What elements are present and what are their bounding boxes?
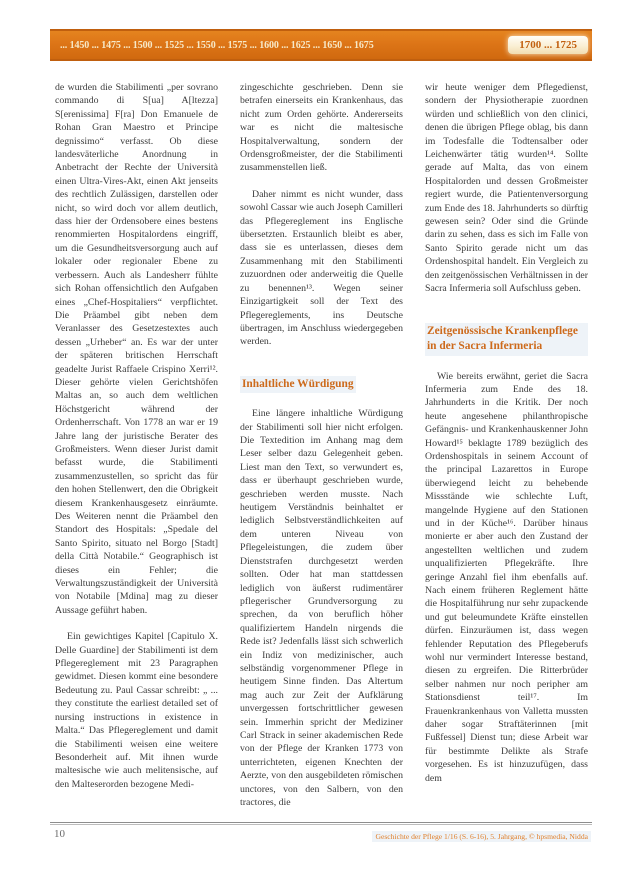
section-heading-inhaltliche-wuerdigung: Inhaltliche Würdigung	[240, 376, 356, 394]
paragraph: de wurden die Stabilimenti „per sovrano commando di S[ua] A[ltezza] S[erenissima] F[ra] Don Emanuele de Rohan Gran Maestro et Principe degnissimo“ verfasst. Ob diese landesväterliche Anordnung in Anbetracht der Rechte der Università einen Ultra-Vires-Akt, einen Akt jenseits des rechtlich Zulässigen, darstellen oder nicht, so wird doch vor allem deutlich, dass hier der Ordensobere eines bestens renommierten Hospitalordens eingriff, um die Gesundheitsversorgung auch auf lokaler oder regionaler Ebene zu verbessern. Auch als Landesherr fühlte sich Rohan offensichtlich den Aufgaben eines „Chef-Hospitaliers“ verpflichtet. Die Präambel gibt neben dem Veranlasser des Gesetzestextes auch dessen „Urheber“ an. Es war der unter der späteren britischen Herrschaft geadelte Jurist Raffaele Crispino Xerri¹². Dieser gehörte vielen Gerichtshöfen Maltas an, so auch dem weltlichen Höchstgericht während der Ordenherrschaft. Von 1778 an war er 19 Jahre lang der juristische Berater des Großmeisters. Wenn dieser Jurist damit befasst wurde, die Stabilimenti zusammenzustellen, so spricht das für den hohen Stellenwert, den die Obrigkeit diesem Krankenhausgesetz einräumte. Des Weiteren nennt die Präambel den Standort des Hospitals: „Spedale del Santo Spirito, situato nel Borgo [Stadt] della Città Notabile.“ Geographisch ist dieses ein Fehler; die Verwaltungszuständigkeit der Università von Notabile [Mdina] mag zu dieser Aussage geführt haben.	[55, 82, 218, 616]
footer-rule	[50, 822, 592, 825]
paragraph: zingeschichte geschrieben. Denn sie betrafen einerseits ein Krankenhaus, das nicht zum Orden gehörte. Andererseits war es nicht die maltesische Hospitalverwaltung, sondern der Ordensgroßmeister, der die Stabilimenti zusammenstellen ließ.	[240, 82, 403, 174]
paragraph: Daher nimmt es nicht wunder, dass sowohl Cassar wie auch Joseph Camilleri das Pflegereglement ins Englische übersetzten. Erstaunlich bleibt es aber, dass sie es unterlassen, dieses dem Zusammenhang mit den Stabilimenti zuzuordnen oder anderweitig die Quelle zu benennen¹³. Wegen seiner Einzigartigkeit soll der Text des Pflegereglements, ins Deutsche übertragen, im Anschluss wiedergegeben werden.	[240, 188, 403, 348]
timeline-years: ... 1450 ... 1475 ... 1500 ... 1525 ... 1550 ... 1575 ... 1600 ... 1625 ... 1650 ... 1675	[60, 39, 374, 51]
paragraph: Ein gewichtiges Kapitel [Capitulo X. Delle Guardine] der Stabilimenti ist dem Pflegereglement mit 23 Paragraphen gewidmet. Diesen kommt eine besondere Bedeutung zu. Paul Cassar schreibt: „ ... they constitute the earliest detailed set of nursing instructions in existence in Malta.“ Das Pflegereglement und damit die Stabilimenti weisen eine weitere Besonderheit auf. Mit ihnen wurde maltesische wie auch melitensische, auf den Malteserorden bezogene Medi-	[55, 631, 218, 790]
paragraph: wir heute weniger dem Pflegedienst, sondern der Physiotherapie zuordnen würden und schließlich von den clinici, denen die übrigen Pflege oblag, bis dann im Todesfalle die Todtensalber oder Leichenwärter tätig wurden¹⁴. Sollte gerade auf Malta, das von einem Hospitalorden und dessen Großmeister regiert wurde, die Patientenversorgung zum Ende des 18. Jahrhunderts so dürftig gewesen sein? Oder sind die Gründe darin zu sehen, dass es sich im Falle von Santo Spirito gerade nicht um das Ordenshospital handelt. Ein Vergleich zu den zeitgenössischen Verhältnissen in der Sacra Infermeria soll Aufschluss geben.	[425, 82, 588, 295]
text-column-2	[240, 81, 403, 817]
text-column-1	[55, 81, 218, 817]
timeline-header	[50, 29, 592, 61]
paragraph: Eine längere inhaltliche Würdigung der Stabilimenti soll hier nicht erfolgen. Die Textedition im Anhang mag dem Leser selber dazu Gelegenheit geben. Liest man den Text, so verwundert es, dass er überhaupt geschrieben wurde, geschrieben werden musste. Nach heutigem Verständnis beinhaltet er lediglich Selbstverständlichkeiten auf dem unteren Niveau von Pflegeleistungen, die zudem über Dienststrafen durchgesetzt werden sollten. Oder hat man stattdessen lediglich von äußerst rudimentärer pflegerischer Grundversorgung zu sprechen, da von beruflich höher qualifiziertem Handeln nirgends die Rede ist? Jedenfalls lässt sich schwerlich ein Indiz von medizinischer, auch selbständig vorgenommener Pflege in heutigem Sinne finden. Das Altertum mag auch zur Zeit der Aufklärung unvergessen fortschrittlicher gewesen sein. Immerhin spricht der Mediziner Carl Strack in seiner akademischen Rede von der Pflege der Kranken 1773 von unterrichteten, eigenen Knechten der Aerzte, von den ausgebildeten römischen unctores, von den Salbern, von den tractores, die	[240, 408, 403, 808]
paragraph: Wie bereits erwähnt, geriet die Sacra Infermeria zum Ende des 18. Jahrhunderts in die Kritik. Der noch heute angesehene philanthropische Gefängnis- und Krankenhauskenner John Howard¹⁵ beklagte 1789 bezüglich des Ordenshospitals in seinem Account of the principal Lazarettos in Europe überwiegend leicht zu behebende Missstände wie schlechte Luft, mangelnde Hygiene auf den Stationen und in der Küche¹⁶. Darüber hinaus monierte er aber auch den Zustand der angestellten weltlichen und zudem unqualifizierten Pflegekräfte. Ihre geringe Anzahl fiel ihm ebenfalls auf. Nach einem früheren Reglement hätte die Hospitalführung nur sehr zupackende und gut beleumundete Kräfte einstellen dürfen. Einzuräumen ist, dass wegen fehlender Reputation des Pflegeberufs wohl nur vermindert Interesse bestand, diesen zu ergreifen. Die Ritterbrüder selber nahmen nur noch peripher am Stationsdienst teil¹⁷. Im Frauenkrankenhaus von Valletta mussten daher sogar Straftäterinnen [mit Fußfessel] Dienst tun; diese Arbeit war für bestimmte Delikte als Strafe vorgesehen. Es ist hinzuzufügen, dass dem	[425, 370, 588, 784]
section-heading-zeitgenoessische-krankenpflege: Zeitgenössische Krankenpflege in der Sacra Infermeria	[425, 323, 588, 356]
timeline-current-period-badge: 1700 ... 1725	[508, 36, 588, 54]
text-column-3	[425, 81, 588, 817]
footer-credit: Geschichte der Pflege 1/16 (S. 6-16), 5. Jahrgang, © hpsmedia, Nidda	[372, 831, 591, 842]
article-body	[55, 81, 589, 817]
page-number: 10	[54, 828, 65, 840]
